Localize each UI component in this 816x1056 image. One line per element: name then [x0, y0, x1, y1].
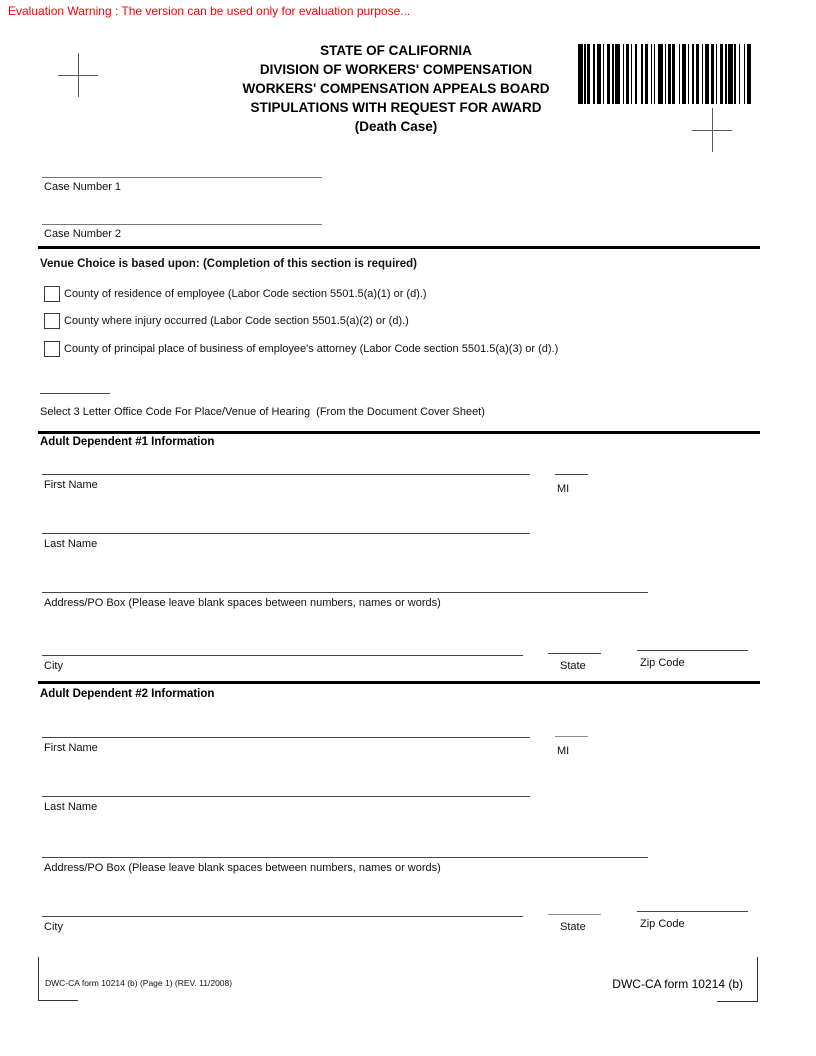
office-code-label: Select 3 Letter Office Code For Place/Venue of Hearing (From the Document Cover Sheet) [40, 406, 485, 418]
barcode [578, 44, 760, 104]
case-number-1-input[interactable] [42, 177, 322, 178]
mi-label-1: MI [557, 483, 570, 495]
office-code-input[interactable] [40, 393, 110, 394]
first-name-input-1[interactable] [42, 474, 530, 475]
title-line-3: WORKERS' COMPENSATION APPEALS BOARD [242, 81, 550, 96]
venue-checkbox-1[interactable] [44, 286, 60, 302]
case-number-1-label: Case Number 1 [44, 181, 122, 193]
address-input-1[interactable] [42, 592, 648, 593]
city-input-1[interactable] [42, 655, 523, 656]
venue-checkbox-2[interactable] [44, 313, 60, 329]
footer-right-text: DWC-CA form 10214 (b) [612, 977, 743, 991]
title-line-2: DIVISION OF WORKERS' COMPENSATION [259, 62, 533, 77]
venue-heading: Venue Choice is based upon: (Completion of this section is required) [40, 258, 417, 270]
first-name-input-2[interactable] [42, 737, 530, 738]
last-name-label-2: Last Name [44, 801, 98, 813]
divider-venue [38, 246, 760, 249]
section-2-heading: Adult Dependent #2 Information [40, 688, 215, 700]
divider-section-1 [38, 431, 760, 434]
state-input-2[interactable] [548, 914, 601, 915]
case-number-2-label: Case Number 2 [44, 228, 122, 240]
footer-left-text: DWC-CA form 10214 (b) (Page 1) (REV. 11/2008) [45, 978, 233, 988]
first-name-label-1: First Name [44, 479, 98, 491]
title-line-5: (Death Case) [354, 119, 438, 134]
venue-option-label-3: County of principal place of business of employee's attorney (Labor Code section 5501.5(a)(3) or (d).) [64, 343, 559, 355]
venue-option-label-2: County where injury occurred (Labor Code section 5501.5(a)(2) or (d).) [64, 315, 409, 327]
zip-input-1[interactable] [637, 650, 748, 651]
section-1-heading: Adult Dependent #1 Information [40, 436, 215, 448]
city-input-2[interactable] [42, 916, 523, 917]
address-input-2[interactable] [42, 857, 648, 858]
venue-checkbox-3[interactable] [44, 341, 60, 357]
state-label-1: State [560, 660, 586, 672]
zip-label-2: Zip Code [640, 918, 685, 930]
divider-section-2 [38, 681, 760, 684]
zip-label-1: Zip Code [640, 657, 685, 669]
mi-label-2: MI [557, 745, 570, 757]
first-name-label-2: First Name [44, 742, 98, 754]
evaluation-warning-text: Evaluation Warning : The version can be used only for evaluation purpose... [8, 4, 411, 18]
case-number-2-input[interactable] [42, 224, 322, 225]
state-label-2: State [560, 921, 586, 933]
last-name-input-1[interactable] [42, 533, 530, 534]
mi-input-2[interactable] [555, 736, 588, 737]
state-input-1[interactable] [548, 653, 601, 654]
title-line-4: STIPULATIONS WITH REQUEST FOR AWARD [250, 100, 542, 115]
mi-input-1[interactable] [555, 474, 588, 475]
city-label-2: City [44, 921, 63, 933]
last-name-input-2[interactable] [42, 796, 530, 797]
address-label-2: Address/PO Box (Please leave blank spaces between numbers, names or words) [44, 862, 441, 874]
title-line-1: STATE OF CALIFORNIA [320, 43, 472, 58]
address-label-1: Address/PO Box (Please leave blank spaces between numbers, names or words) [44, 597, 441, 609]
city-label-1: City [44, 660, 63, 672]
last-name-label-1: Last Name [44, 538, 98, 550]
zip-input-2[interactable] [637, 911, 748, 912]
venue-option-label-1: County of residence of employee (Labor Code section 5501.5(a)(1) or (d).) [64, 288, 427, 300]
